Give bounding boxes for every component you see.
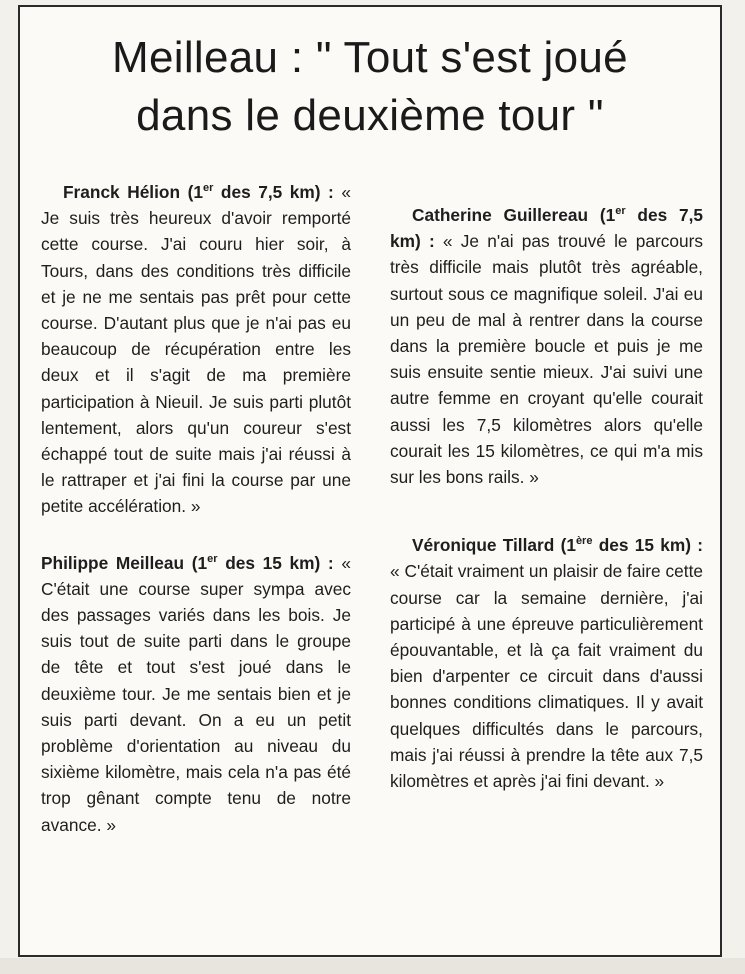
page-edge xyxy=(0,958,745,974)
headline-line-2: dans le deuxième tour " xyxy=(136,91,604,140)
interview-paragraph xyxy=(41,179,351,520)
left-column xyxy=(41,179,351,838)
interview-paragraph xyxy=(390,532,703,794)
interview-paragraph xyxy=(41,550,351,838)
quote: « Je suis très heureux d'avoir remporté cette course. J'ai couru hier soir, à Tours, dans des conditions très difficile et je ne me sentais pas prêt pour cette course. D'autant plus que je n'ai pas eu beaucoup de récupération entre les deux et il s'agit de ma première participation à Nieuil. Je suis parti plutôt lentement, alors qu'un coureur s'est échappé tout de suite mais j'ai réussi à le rattraper et j'ai fini la course par une petite accélération. » xyxy=(41,182,351,517)
headline xyxy=(20,29,720,145)
speaker-name: Catherine Guillereau (1er des 7,5 km) : xyxy=(390,205,703,252)
speaker-name: Franck Hélion (1er des 7,5 km) : xyxy=(63,182,334,202)
article-frame xyxy=(18,5,722,957)
speaker-name: Philippe Meilleau (1er des 15 km) : xyxy=(41,552,334,573)
interview-paragraph xyxy=(390,202,703,490)
quote: « C'était une course super sympa avec des passages variés dans les bois. Je suis tout de suite parti dans le groupe de tête et tout s'est joué dans le deuxième tour. Je me sentais bien et je suis parti devant. On a eu un petit problème d'orientation au niveau du sixième kilomètre, mais cela n'a pas été trop gênant compte tenu de notre avance. » xyxy=(41,552,351,835)
headline-line-1: Meilleau : " Tout s'est joué xyxy=(112,33,628,82)
quote: « C'était vraiment un plaisir de faire cette course car la semaine dernière, j'ai participé à une épreuve particulièrement épouvantable, et là ça fait vraiment du bien d'arpenter ce circuit dans d'aussi bonnes conditions climatiques. Il y avait quelques difficultés dans le parcours, mais j'ai réussi à prendre la tête aux 7,5 kilomètres et après j'ai fini devant. » xyxy=(390,561,703,792)
speaker-name: Véronique Tillard (1ère des 15 km) : xyxy=(412,535,703,556)
quote: « Je n'ai pas trouvé le parcours très difficile mais plutôt très agréable, surtout sous ce magnifique soleil. J'ai eu un peu de mal à rentrer dans la course dans la première boucle et puis je me suis ensuite sentie mieux. J'ai suivi une autre femme en croyant qu'elle courait aussi les 7,5 kilomètres alors qu'elle courait les 15 kilomètres, ce qui m'a mis sur les bons rails. » xyxy=(390,231,703,488)
right-column xyxy=(390,176,703,794)
